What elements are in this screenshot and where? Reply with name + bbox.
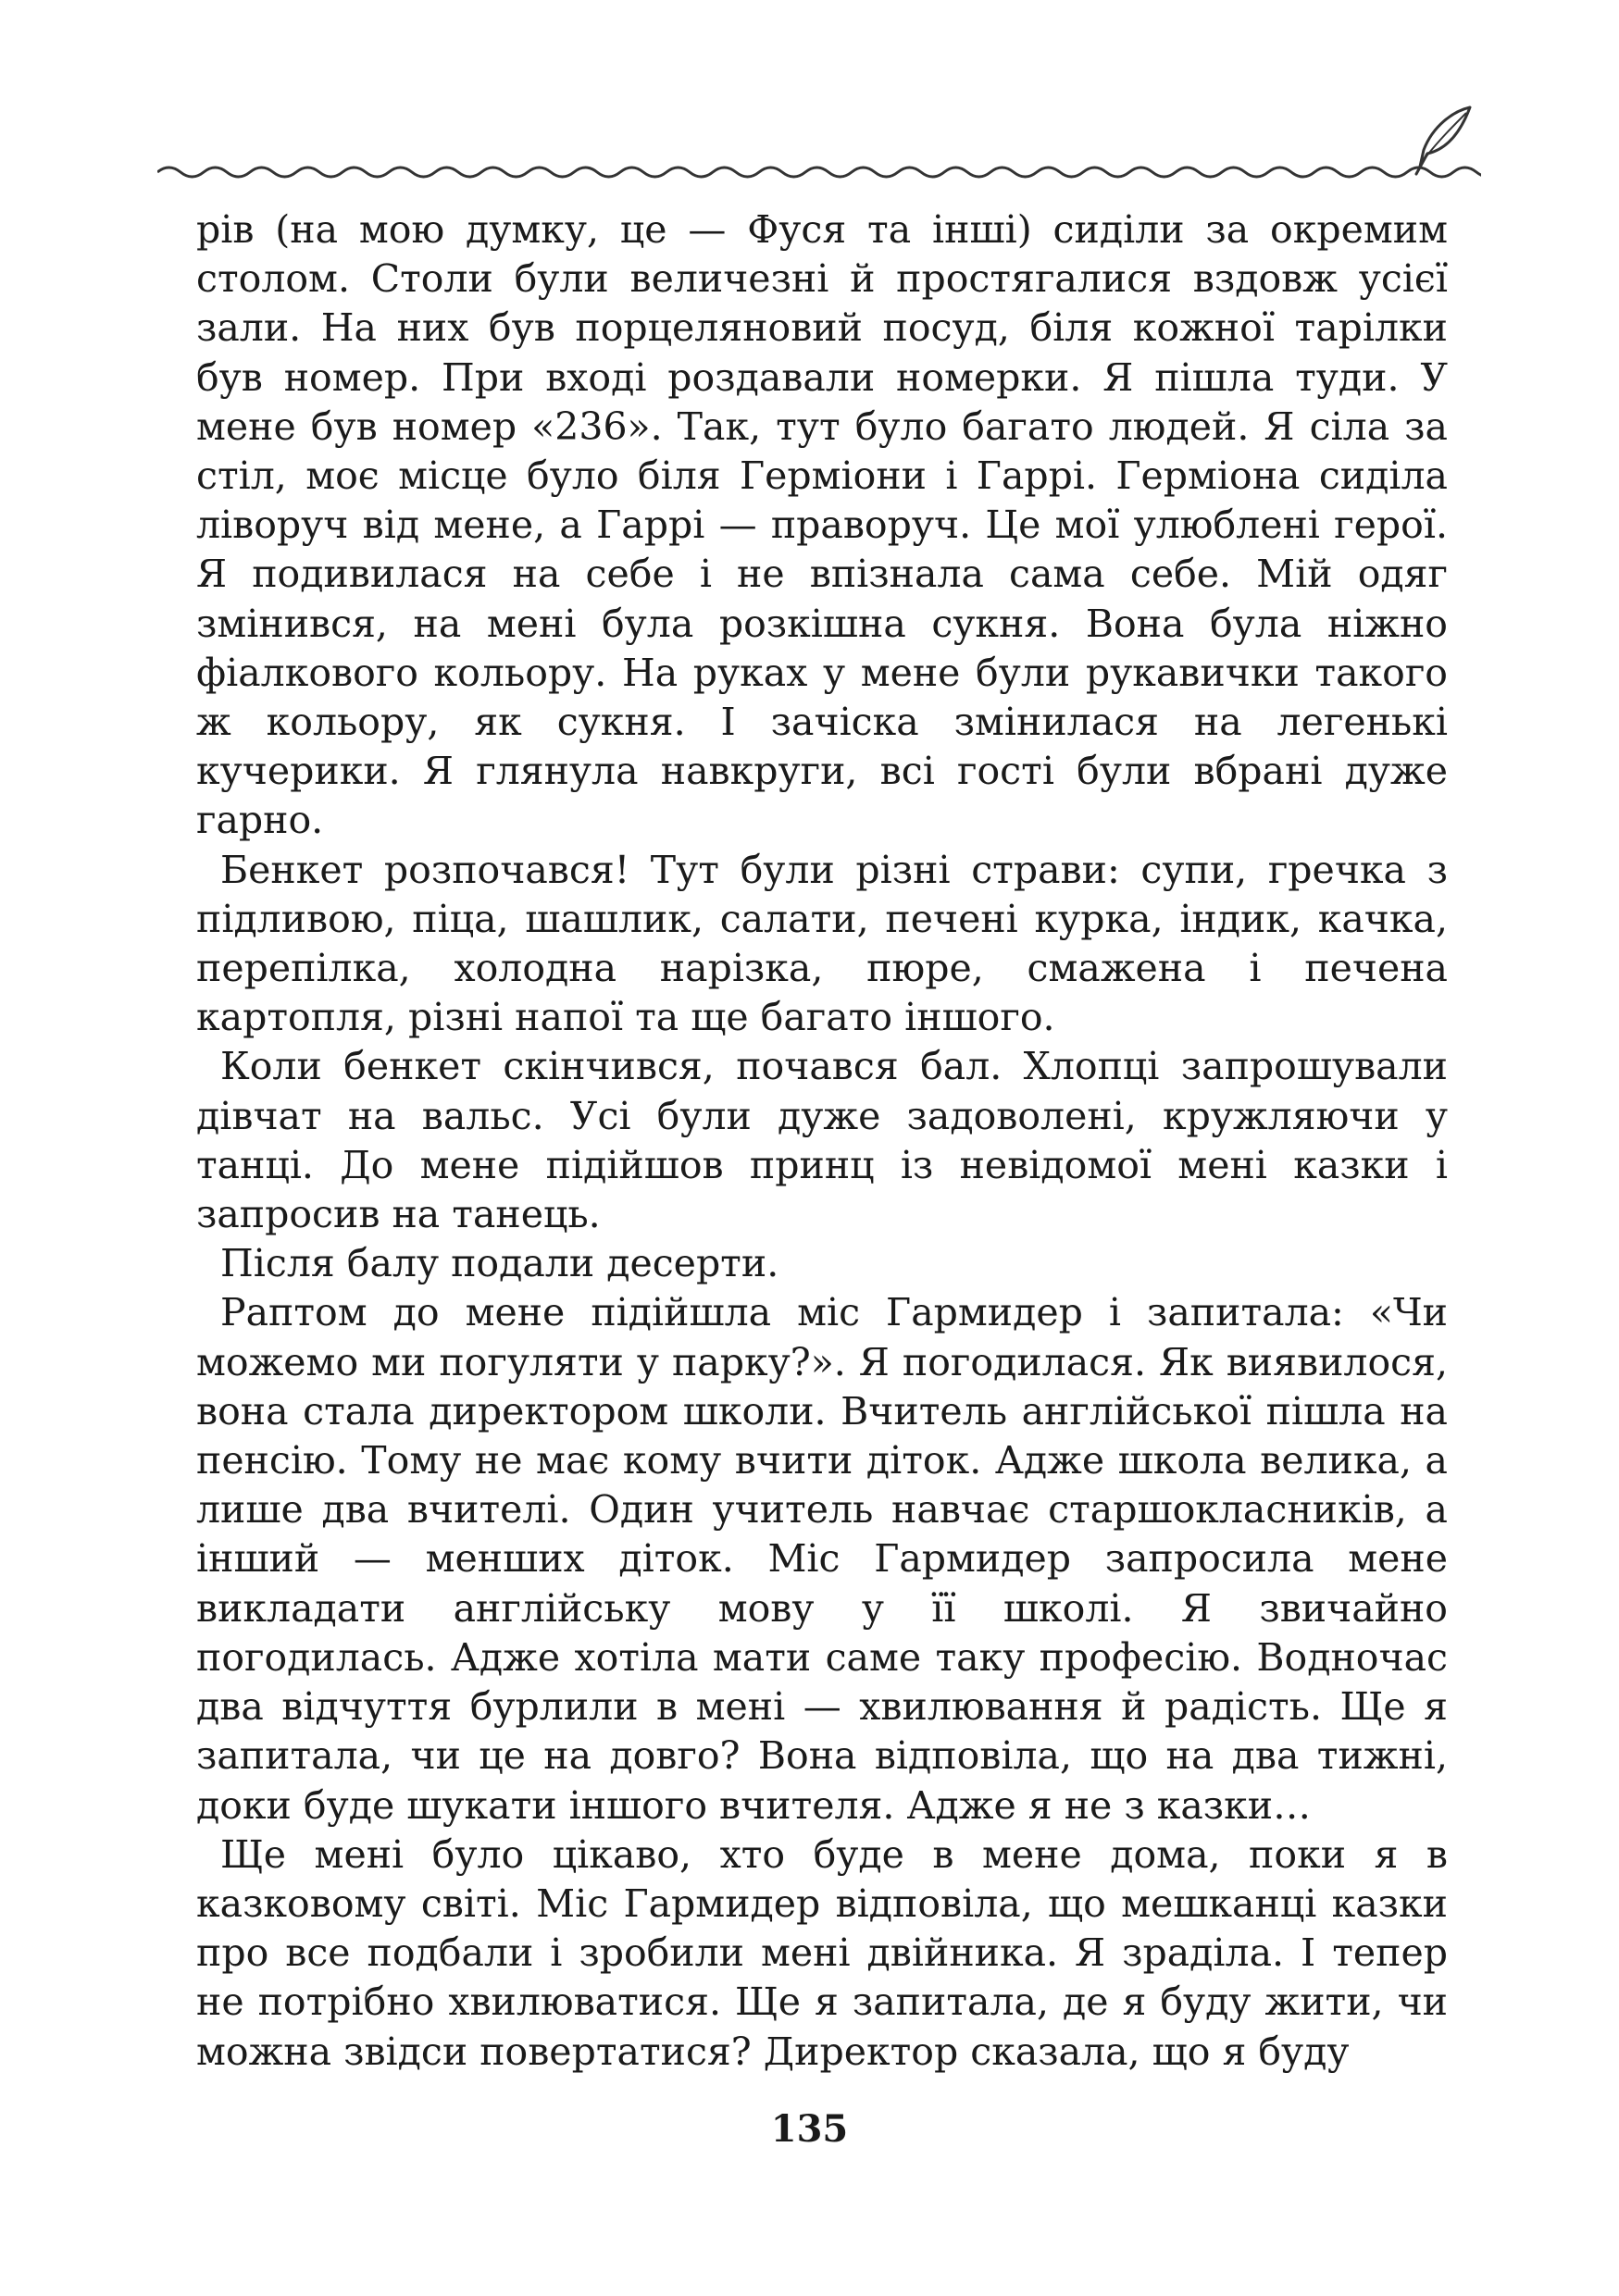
- quill-feather-icon: [1416, 107, 1470, 174]
- page-text: [196, 205, 1448, 2077]
- paragraph: рів (на мою думку, це — Фуся та інші) сиділи за окремим столом. Столи були величезні й простягалися вздовж усієї зали. На них був порцеляновий посуд, біля кожної тарілки був номер. При вході роздавали номерки. Я пішла туди. У мене був номер «236». Так, тут було багато людей. Я сіла за стіл, моє місце було біля Герміони і Гаррі. Герміона сиділа ліворуч від мене, а Гаррі — праворуч. Це мої улюблені герої. Я подивилася на себе і не впізнала сама себе. Мій одяг змінився, на мені була розкішна сукня. Вона була ніжно фіалкового кольору. На руках у мене були рукавички такого ж кольору, як сукня. І зачіска змінилася на легенькі кучерики. Я глянула навкруги, всі гості були вбрані дуже гарно.: [196, 207, 1448, 843]
- wave-line: [157, 168, 1481, 177]
- paragraph: Після балу подали десерти.: [220, 1241, 779, 1286]
- paragraph: Бенкет розпочався! Тут були різні страви: супи, гречка з підливою, піца, шашлик, салати, печені курка, індик, качка, перепілка, холодна нарізка, пюре, смажена і печена картопля, різні напої та ще багато іншого.: [196, 847, 1448, 1040]
- paragraph: Раптом до мене підійшла міс Гармидер і запитала: «Чи можемо ми погуляти у парку?». Я погодилася. Як виявилося, вона стала директором школи. Вчитель англійської пішла на пенсію. Тому не має кому вчити діток. Адже школа велика, а лише два вчителі. Один учитель навчає старшокласників, а інший — менших діток. Міс Гармидер запросила мене викладати англійську мову у її школі. Я звичайно погодилась. Адже хотіла мати саме таку професію. Водночас два відчуття бурлили в мені — хвилювання й радість. Ще я запитала, чи це на довго? Вона відповіла, що на два тижні, доки буде шукати іншого вчителя. Адже я не з казки…: [196, 1290, 1448, 1828]
- page-number: 135: [770, 2107, 849, 2151]
- paragraph: Ще мені було цікаво, хто буде в мене дома, поки я в казковому світі. Міс Гармидер відповіла, що мешканці казки про все подбали і зробили мені двійника. Я зраділа. І тепер не потрібно хвилюватися. Ще я запитала, де я буду жити, чи можна звідси повертатися? Директор сказала, що я буду: [196, 1831, 1448, 2074]
- paragraph: Коли бенкет скінчився, почався бал. Хлопці запрошували дівчат на вальс. Усі були дуже задоволені, кружляючи у танці. До мене підійшов принц із невідомої мені казки і запросив на танець.: [196, 1044, 1448, 1237]
- header-wave-ornament: [157, 100, 1481, 192]
